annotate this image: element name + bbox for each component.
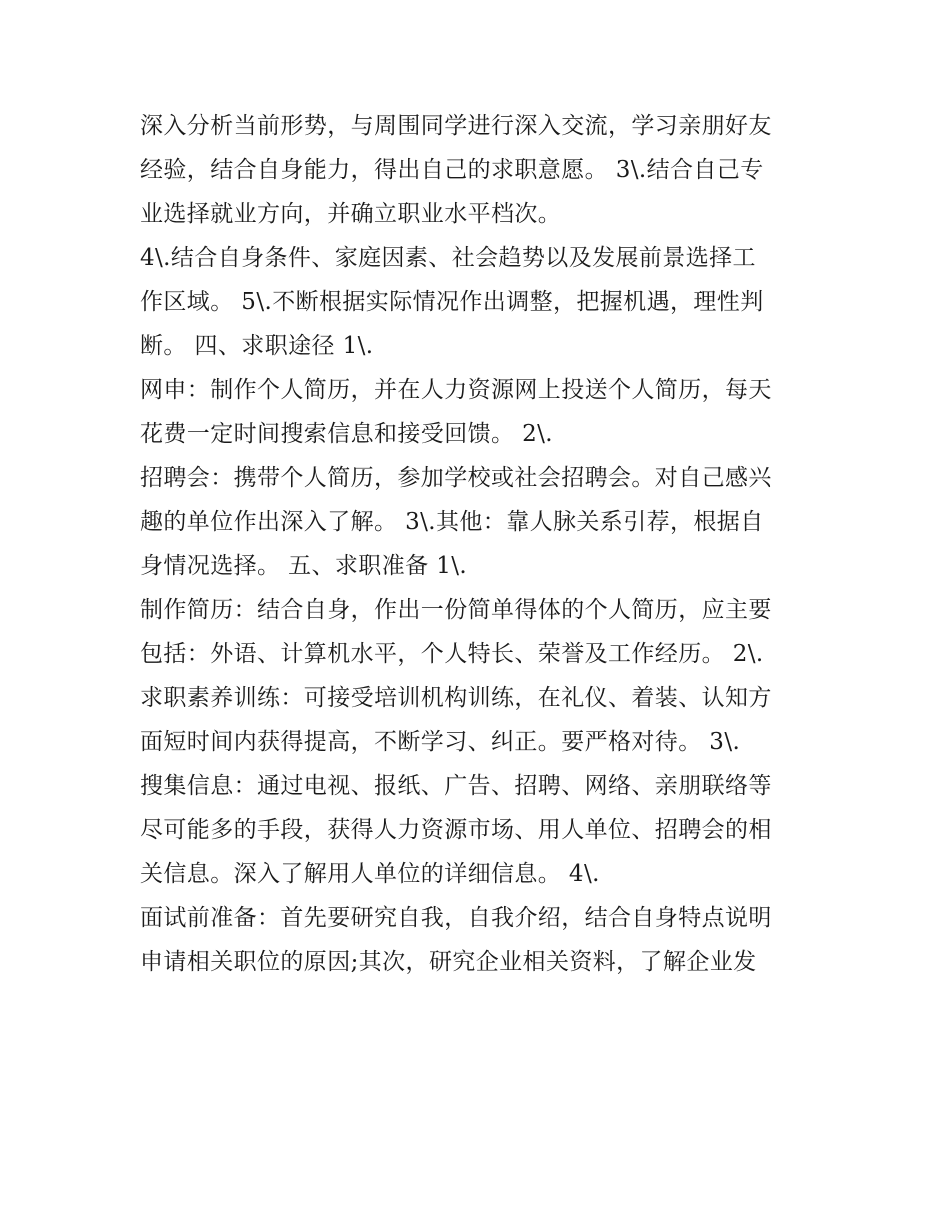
text-line-12: 制作简历：结合自身，作出一份简单得体的个人简历，应主要 (140, 597, 772, 623)
text-line-17: 尽可能多的手段，获得人力资源市场、用人单位、招聘会的相 (140, 817, 772, 843)
text-line-5: 作区域。 5\.不断根据实际情况作出调整，把握机遇，理性判 (140, 289, 764, 315)
text-line-7: 网申：制作个人简历，并在人力资源网上投送个人简历，每天 (140, 377, 772, 403)
text-line-6: 断。 四、求职途径 1\. (140, 333, 374, 359)
text-line-16: 搜集信息：通过电视、报纸、广告、招聘、网络、亲朋联络等 (140, 773, 772, 799)
text-line-13: 包括：外语、计算机水平，个人特长、荣誉及工作经历。 2\. (140, 641, 764, 667)
text-line-2: 经验，结合自身能力，得出自己的求职意愿。 3\.结合自己专 (140, 157, 764, 183)
text-line-18: 关信息。深入了解用人单位的详细信息。 4\. (140, 861, 600, 887)
body-text (140, 104, 830, 984)
text-line-1: 深入分析当前形势，与周围同学进行深入交流，学习亲朋好友 (140, 113, 772, 139)
text-line-15: 面短时间内获得提高，不断学习、纠正。要严格对待。 3\. (140, 729, 741, 755)
text-line-9: 招聘会：携带个人简历，参加学校或社会招聘会。对自己感兴 (140, 465, 772, 491)
text-line-4: 4\.结合自身条件、家庭因素、社会趋势以及发展前景选择工 (140, 245, 756, 271)
text-line-14: 求职素养训练：可接受培训机构训练，在礼仪、着装、认知方 (140, 685, 772, 711)
text-line-10: 趣的单位作出深入了解。 3\.其他：靠人脉关系引荐，根据自 (140, 509, 764, 535)
text-line-19: 面试前准备：首先要研究自我，自我介绍，结合自身特点说明 (140, 905, 772, 931)
text-line-11: 身情况选择。 五、求职准备 1\. (140, 553, 468, 579)
text-line-20: 申请相关职位的原因;其次，研究企业相关资料，了解企业发 (140, 949, 757, 975)
text-line-3: 业选择就业方向，并确立职业水平档次。 (140, 201, 562, 227)
text-line-8: 花费一定时间搜索信息和接受回馈。 2\. (140, 421, 554, 447)
